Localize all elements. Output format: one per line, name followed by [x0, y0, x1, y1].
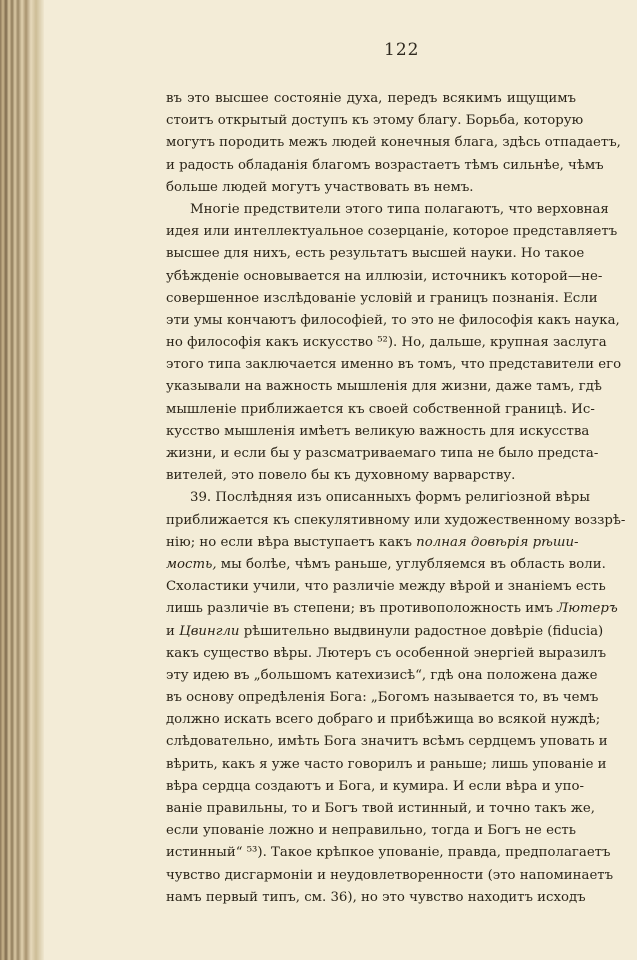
text-line: намъ первый типъ, см. 36), но это чувство находитъ исходъ	[166, 889, 586, 905]
text-line: больше людей могутъ участвовать въ немъ.	[166, 179, 474, 195]
text-line: указывали на важность мышленія для жизни, даже тамъ, гдѣ	[166, 379, 602, 395]
text-line: совершенное изслѣдованіе условій и границъ познанія. Если	[166, 290, 598, 306]
text-line: могутъ породить межъ людей конечныя блага, здѣсь отпадаетъ,	[166, 135, 621, 151]
text-line: но философія какъ искусство ⁵²). Но, дальше, крупная заслуга	[166, 335, 607, 351]
text-line	[166, 554, 606, 576]
text-line: ваніе правильны, то и Богъ твой истинный, и точно такъ же,	[166, 801, 595, 816]
italic-phrase: полная довѣрія рѣши-	[416, 534, 579, 550]
book-page	[44, 0, 637, 960]
text-line: въ это высшее состояніе духа, передъ всякимъ ищущимъ	[166, 91, 576, 106]
italic-name-zwingli: Цвингли	[179, 623, 240, 639]
text-fragment: и	[166, 623, 180, 639]
text-line: вѣра сердца создаютъ и Бога, и кумира. И если вѣра и упо-	[166, 778, 584, 794]
text-line	[166, 532, 579, 554]
text-line: убѣжденіе основывается на иллюзіи, источникъ которой—не-	[166, 268, 603, 284]
text-line: стоитъ открытый доступъ къ этому благу. Борьба, которую	[166, 113, 584, 129]
text-line: въ основу опредѣленія Бога: „Богомъ называется то, въ чемъ	[166, 690, 599, 706]
text-fragment: мы болѣе, чѣмъ раньше, углубляемся въ область воли.	[216, 556, 606, 572]
italic-phrase: мость,	[166, 556, 217, 572]
paragraph-start-line: Многіе предствители этого типа полагаютъ, что верховная	[190, 201, 609, 217]
text-line: высшее для нихъ, есть результатъ высшей науки. Но такое	[166, 246, 585, 262]
text-line	[166, 598, 618, 620]
italic-name-luther: Лютеръ	[557, 601, 618, 617]
text-line: должно искать всего добраго и прибѣжища во всякой нуждѣ;	[166, 712, 601, 728]
text-line: какъ существо вѣры. Лютеръ съ особенной энергіей выразилъ	[166, 645, 607, 661]
page-number: 122	[384, 40, 420, 60]
text-line: приближается къ спекулятивному или художественному воззрѣ-	[166, 512, 626, 528]
text-line: если упованіе ложно и неправильно, тогда и Богъ не есть	[166, 823, 576, 839]
book-spine-edge	[0, 0, 44, 960]
body-text	[166, 88, 626, 909]
text-line: эти умы кончаютъ философіей, то это не философія какъ наука,	[166, 312, 620, 328]
text-line: вѣрить, какъ я уже часто говорилъ и раньше; лишь упованіе и	[166, 756, 607, 772]
text-line: вителей, это повело бы къ духовному варварству.	[166, 468, 516, 484]
text-line: мышленіе приближается къ своей собственной границѣ. Ис-	[166, 401, 595, 417]
text-line: эту идею въ „большомъ катехизисѣ“, гдѣ она положена даже	[166, 667, 598, 683]
text-line: слѣдовательно, имѣть Бога значитъ всѣмъ сердцемъ уповать и	[166, 734, 608, 750]
text-line: истинный“ ⁵³). Такое крѣпкое упованіе, правда, предполагаетъ	[166, 845, 611, 861]
text-line: идея или интеллектуальное созерцаніе, которое представляетъ	[166, 224, 618, 240]
text-fragment: нію; но если вѣра выступаетъ какъ	[166, 534, 417, 550]
text-line	[166, 621, 604, 643]
text-line: и радость обладанія благомъ возрастаетъ тѣмъ сильнѣе, чѣмъ	[166, 157, 604, 173]
text-line: кусство мышленія имѣетъ великую важность для искусства	[166, 423, 590, 439]
text-line: жизни, и если бы у разсматриваемаго типа не было предста-	[166, 446, 599, 461]
text-fragment: рѣшительно выдвинули радостное довѣріе (fiducia)	[239, 623, 604, 639]
text-line: этого типа заключается именно въ томъ, что представители его	[166, 357, 622, 373]
text-line: Схоластики учили, что различіе между вѣрой и знаніемъ есть	[166, 579, 606, 595]
text-line: чувство дисгармоніи и неудовлетворенности (это напоминаетъ	[166, 867, 614, 883]
section-39-start-line: 39. Послѣдняя изъ описанныхъ формъ религіозной вѣры	[190, 490, 591, 506]
text-fragment: лишь различіе въ степени; въ противоположность имъ	[166, 601, 558, 617]
